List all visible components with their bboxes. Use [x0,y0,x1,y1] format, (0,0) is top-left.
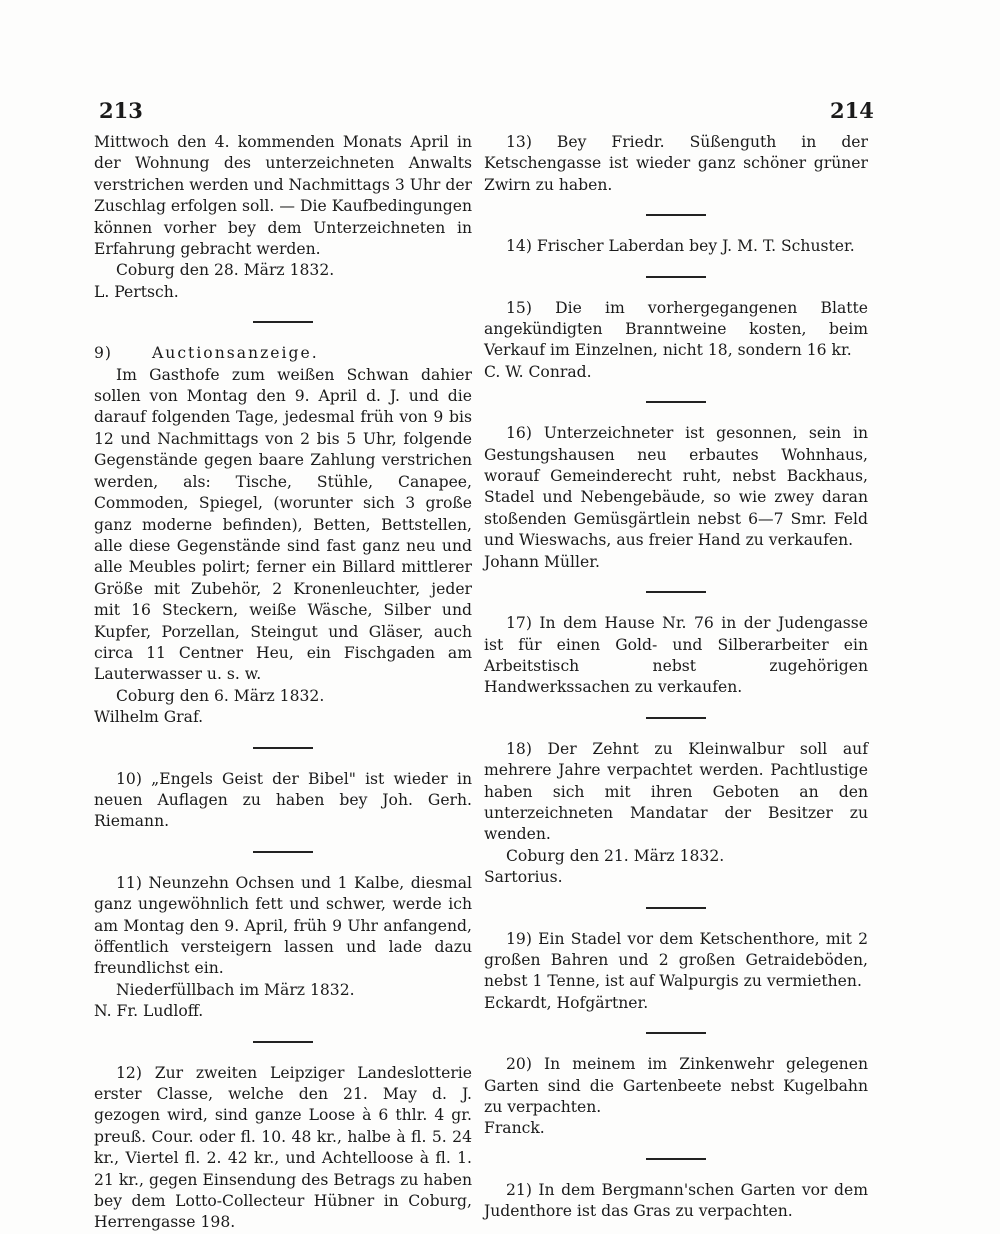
separator-rule [253,747,313,749]
entry-heading [94,343,472,364]
entry-signature: Johann Müller. [484,552,600,571]
separator-rule [646,907,706,909]
separator-rule [646,276,706,278]
entry-16 [484,423,868,573]
entry-text: 19) Ein Stadel vor dem Ketschenthore, mit 2 großen Bahren und 2 großen Getraideböden, nebst 1 Tenne, ist auf Walpurgis zu vermiethen. [484,929,868,991]
entry-text: 11) Neunzehn Ochsen und 1 Kalbe, diesmal ganz ungewöhnlich fett und schwer, werde ich am Montag den 9. April, früh 9 Uhr anfangend, öffentlich versteigern lassen und lade dazu freundlichst ein. [94,873,472,978]
entry-title: Auctionsanzeige. [152,344,319,363]
entry-19 [484,929,868,1015]
entry-signature: L. Pertsch. [94,282,179,301]
entry-signature: C. W. Conrad. [484,362,592,381]
entry-date: Coburg den 6. März 1832. [116,686,325,705]
entry-21 [484,1180,868,1223]
right-column [484,132,868,1223]
entry-text: 21) In dem Bergmann'schen Garten vor dem Judenthore ist das Gras zu verpachten. [484,1180,868,1221]
entry-text: 15) Die im vorhergegangenen Blatte angekündigten Branntweine kosten, beim Verkauf im Einzelnen, nicht 18, sondern 16 kr. [484,298,868,360]
entry-text: 13) Bey Friedr. Süßenguth in der Ketschengasse ist wieder ganz schöner grüner Zwirn zu haben. [484,133,868,194]
entry-17 [484,613,868,699]
entry-text: 12) Zur zweiten Leipziger Landeslotterie erster Classe, welche den 21. May d. J. gezogen wird, sind ganze Loose à 6 thlr. 4 gr. preuß. Cour. oder fl. 10. 48 kr., halbe à fl. 5. 24 kr., Viertel fl. 2. 42 kr., und Achtelloose à fl. 1. 21 kr., gegen Einsendung des Betrags zu haben bey dem Lotto-Collecteur Hübner in Coburg, Herrengasse 198. [94,1063,472,1232]
entry-continued [94,132,472,303]
left-column [94,132,472,1234]
separator-rule [646,717,706,719]
entry-number: 9) [94,344,113,363]
entry-14 [484,236,868,257]
separator-rule [253,321,313,323]
entry-15 [484,298,868,384]
entry-signature: Franck. [484,1119,545,1138]
entry-20 [484,1054,868,1140]
separator-rule [253,851,313,853]
separator-rule [646,214,706,216]
entry-10 [94,769,472,833]
separator-rule [646,1032,706,1034]
separator-rule [253,1041,313,1043]
entry-text: 18) Der Zehnt zu Kleinwalbur soll auf mehrere Jahre verpachtet werden. Pachtlustige haben sich mit ihren Geboten an den unterzeichneten Mandatar der Besitzer zu wenden. [484,739,868,844]
entry-text: 10) „Engels Geist der Bibel" ist wieder in neuen Auflagen zu haben bey Joh. Gerh. Riemann. [94,769,472,831]
entry-text: 14) Frischer Laberdan bey J. M. T. Schuster. [506,237,855,256]
entry-13 [484,132,868,196]
page-number-left: 213 [99,98,143,123]
entry-9 [94,343,472,728]
entry-text: 16) Unterzeichneter ist gesonnen, sein in Gestungshausen neu erbautes Wohnhaus, worauf Gemeinderecht ruht, nebst Backhaus, Stadel und Nebengebäude, so wie zwey daran stoßenden Gemüsgärtlein nebst 6—7 Smr. Feld und Wieswachs, aus freier Hand zu verkaufen. [484,424,868,550]
entry-signature: Sartorius. [484,868,563,887]
entry-text: 20) In meinem im Zinkenwehr gelegenen Garten sind die Gartenbeete nebst Kugelbahn zu verpachten. [484,1055,868,1116]
entry-signature: N. Fr. Ludloff. [94,1002,204,1021]
separator-rule [646,591,706,593]
separator-rule [646,1158,706,1160]
entry-11 [94,873,472,1023]
entry-18 [484,739,868,889]
entry-text: Im Gasthofe zum weißen Schwan dahier sollen von Montag den 9. April d. J. und die darauf folgenden Tage, jedesmal früh von 9 bis 12 und Nachmittags von 2 bis 5 Uhr, folgende Gegenstände gegen baare Zahlung verstrichen werden, als: Tische, Stühle, Canapee, Commoden, Spiegel, (worunter sich 3 große ganz moderne befinden), Betten, Bettstellen, alle diese Gegenstände sind fast ganz neu und alle Meubles polirt; ferner ein Billard mittlerer Größe mit Zubehör, 2 Kronenleuchter, jeder mit 16 Steckern, weiße Wäsche, Silber und Kupfer, Porzellan, Steingut und Gläser, auch circa 11 Centner Heu, ein Fischgaden am Lauterwasser u. s. w. [94,365,472,684]
entry-date: Niederfüllbach im März 1832. [116,980,355,999]
entry-signature: Eckardt, Hofgärtner. [484,993,649,1012]
entry-text: Mittwoch den 4. kommenden Monats April in der Wohnung des unterzeichneten Anwalts verstrichen werden und Nachmittags 3 Uhr der Zuschlag erfolgen soll. — Die Kaufbedingungen können vorher bey dem Unterzeichneten in Erfahrung gebracht werden. [94,133,472,259]
entry-date: Coburg den 21. März 1832. [506,846,725,865]
entry-text: 17) In dem Hause Nr. 76 in der Judengasse ist für einen Gold- und Silberarbeiter ein Arbeitstisch nebst zugehörigen Handwerkssachen zu verkaufen. [484,614,868,697]
page-number-right: 214 [830,98,874,123]
entry-signature: Wilhelm Graf. [94,708,204,727]
entry-12 [94,1063,472,1234]
entry-date: Coburg den 28. März 1832. [116,261,335,280]
separator-rule [646,401,706,403]
